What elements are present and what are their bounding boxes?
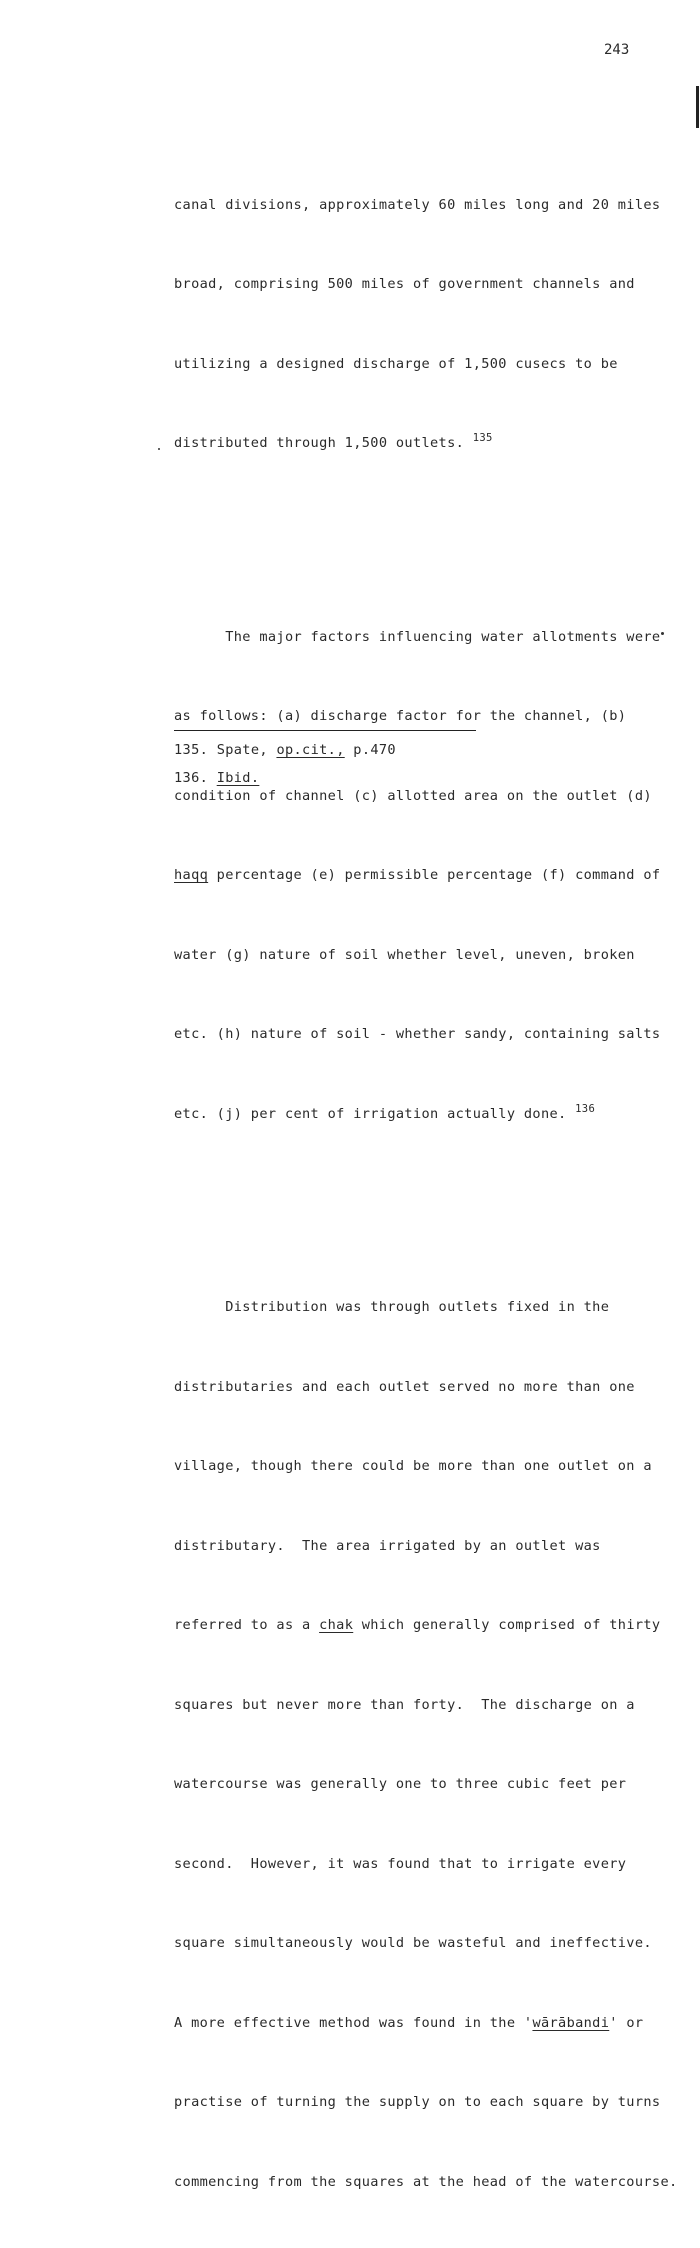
text-fragment: etc. (j) per cent of irrigation actually done. <box>174 1105 567 1122</box>
paragraph-gap <box>174 510 644 518</box>
footnote-separator <box>174 730 476 731</box>
underlined-term-chak: chak <box>319 1617 354 1633</box>
body-text <box>174 112 678 2248</box>
text-line: broad, comprising 500 miles of government channels and <box>174 276 635 292</box>
text-fragment: A more effective method was found in the ' <box>174 2014 533 2031</box>
text-line: square simultaneously would be wasteful and ineffective. <box>174 1935 652 1951</box>
scan-speck <box>158 448 160 450</box>
footnote-ref: 135 <box>472 432 493 444</box>
text-line <box>174 2010 644 2037</box>
text-line: distributaries and each outlet served no more than one <box>174 1378 635 1395</box>
text-line <box>174 862 661 889</box>
footnote-ref: 136 <box>575 1102 596 1115</box>
text-line: squares but never more than forty. The discharge on a <box>174 1696 635 1713</box>
footnote-ref-ibid: Ibid. <box>216 770 260 786</box>
text-line: watercourse was generally one to three cubic feet per <box>174 1776 627 1792</box>
text-line: The major factors influencing water allotments were <box>174 628 661 645</box>
footnote-number: 136. <box>174 770 209 786</box>
paragraph-gap <box>174 1180 644 1188</box>
text-line <box>174 430 644 457</box>
text-line: village, though there could be more than one outlet on a <box>174 1458 652 1474</box>
underlined-term-haqq: haqq <box>174 867 209 883</box>
footnote-136 <box>174 770 259 786</box>
text-line: commencing from the squares at the head of the watercourse. <box>174 2173 678 2190</box>
footnote-ref-opcit: op.cit., <box>276 742 345 758</box>
text-line: distributary. The area irrigated by an outlet was <box>174 1537 601 1554</box>
text-fragment: which generally comprised of thirty <box>353 1617 661 1633</box>
underlined-term-warabandi: wārābandi <box>532 2014 610 2031</box>
scan-edge-mark <box>696 86 699 128</box>
text-line: condition of channel (c) allotted area on the outlet (d) <box>174 787 652 804</box>
text-line: practise of turning the supply on to each square by turns <box>174 2094 661 2110</box>
text-line: utilizing a designed discharge of 1,500 cusecs to be <box>174 355 618 372</box>
text-line <box>174 1612 661 1639</box>
text-line: as follows: (a) discharge factor for the channel, (b) <box>174 708 627 724</box>
scan-speck <box>661 632 664 635</box>
text-line: etc. (h) nature of soil - whether sandy, containing salts <box>174 1026 661 1042</box>
footnote-page: p.470 <box>353 742 396 758</box>
page-number: 243 <box>604 42 630 58</box>
text-fragment: percentage (e) permissible percentage (f) command of <box>208 867 661 883</box>
text-fragment: distributed through 1,500 outlets. <box>174 435 465 451</box>
text-line: water (g) nature of soil whether level, uneven, broken <box>174 946 635 963</box>
footnote-number: 135. <box>174 742 209 758</box>
text-line: Distribution was through outlets fixed in the <box>174 1299 610 1315</box>
footnote-author: Spate, <box>216 742 268 758</box>
text-fragment: ' or <box>609 2014 644 2031</box>
footnote-135 <box>174 742 396 758</box>
text-line: canal divisions, approximately 60 miles long and 20 miles <box>174 196 661 213</box>
text-line <box>174 1101 644 1128</box>
text-line: second. However, it was found that to irrigate every <box>174 1855 627 1872</box>
text-fragment: referred to as a <box>174 1617 320 1633</box>
